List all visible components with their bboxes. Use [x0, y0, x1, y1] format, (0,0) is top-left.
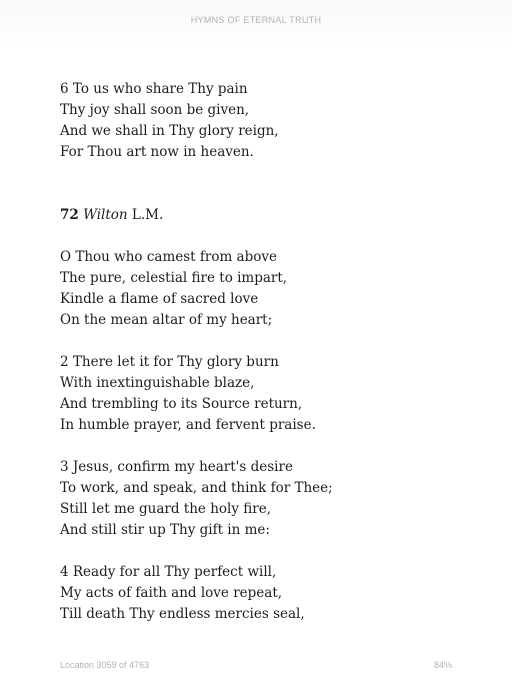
- verse-line: And trembling to its Source return,: [60, 396, 303, 412]
- verse-line: 4 Ready for all Thy perfect will,: [60, 564, 277, 580]
- reading-content: [60, 79, 480, 646]
- verse-line: With inextinguishable blaze,: [60, 375, 255, 391]
- stanza-3: [60, 457, 480, 541]
- verse-line: My acts of faith and love repeat,: [60, 585, 283, 601]
- verse-line: On the mean altar of my heart;: [60, 312, 273, 328]
- hymn-number: 72: [60, 207, 79, 223]
- hymn-meter: L.M.: [131, 207, 164, 223]
- verse-line: In humble prayer, and fervent praise.: [60, 417, 316, 433]
- verse-line: Kindle a flame of sacred love: [60, 291, 259, 307]
- stanza-4: [60, 562, 480, 625]
- verse-line: Thy joy shall soon be given,: [60, 102, 250, 118]
- verse-line: Till death Thy endless mercies seal,: [60, 606, 305, 622]
- verse-line: 6 To us who share Thy pain: [60, 81, 248, 97]
- book-title-header[interactable]: HYMNS OF ETERNAL TRUTH: [190, 15, 322, 25]
- verse-line: Still let me guard the holy fire,: [60, 501, 271, 517]
- verse-line: The pure, celestial fire to impart,: [60, 270, 288, 286]
- stanza-prev-6: [60, 79, 480, 163]
- location-indicator[interactable]: Location 3059 of 4763: [60, 660, 150, 670]
- verse-line: And still stir up Thy gift in me:: [60, 522, 270, 538]
- verse-line: And we shall in Thy glory reign,: [60, 123, 279, 139]
- stanza-2: [60, 352, 480, 436]
- verse-line: 3 Jesus, confirm my heart's desire: [60, 459, 293, 475]
- progress-percent[interactable]: 84%: [433, 660, 452, 670]
- hymn-heading: [60, 205, 480, 226]
- stanza-1: [60, 247, 480, 331]
- verse-line: 2 There let it for Thy glory burn: [60, 354, 279, 370]
- verse-line: O Thou who camest from above: [60, 249, 277, 265]
- verse-line: For Thou art now in heaven.: [60, 144, 254, 160]
- hymn-tune-name: Wilton: [83, 207, 128, 223]
- verse-line: To work, and speak, and think for Thee;: [60, 480, 333, 496]
